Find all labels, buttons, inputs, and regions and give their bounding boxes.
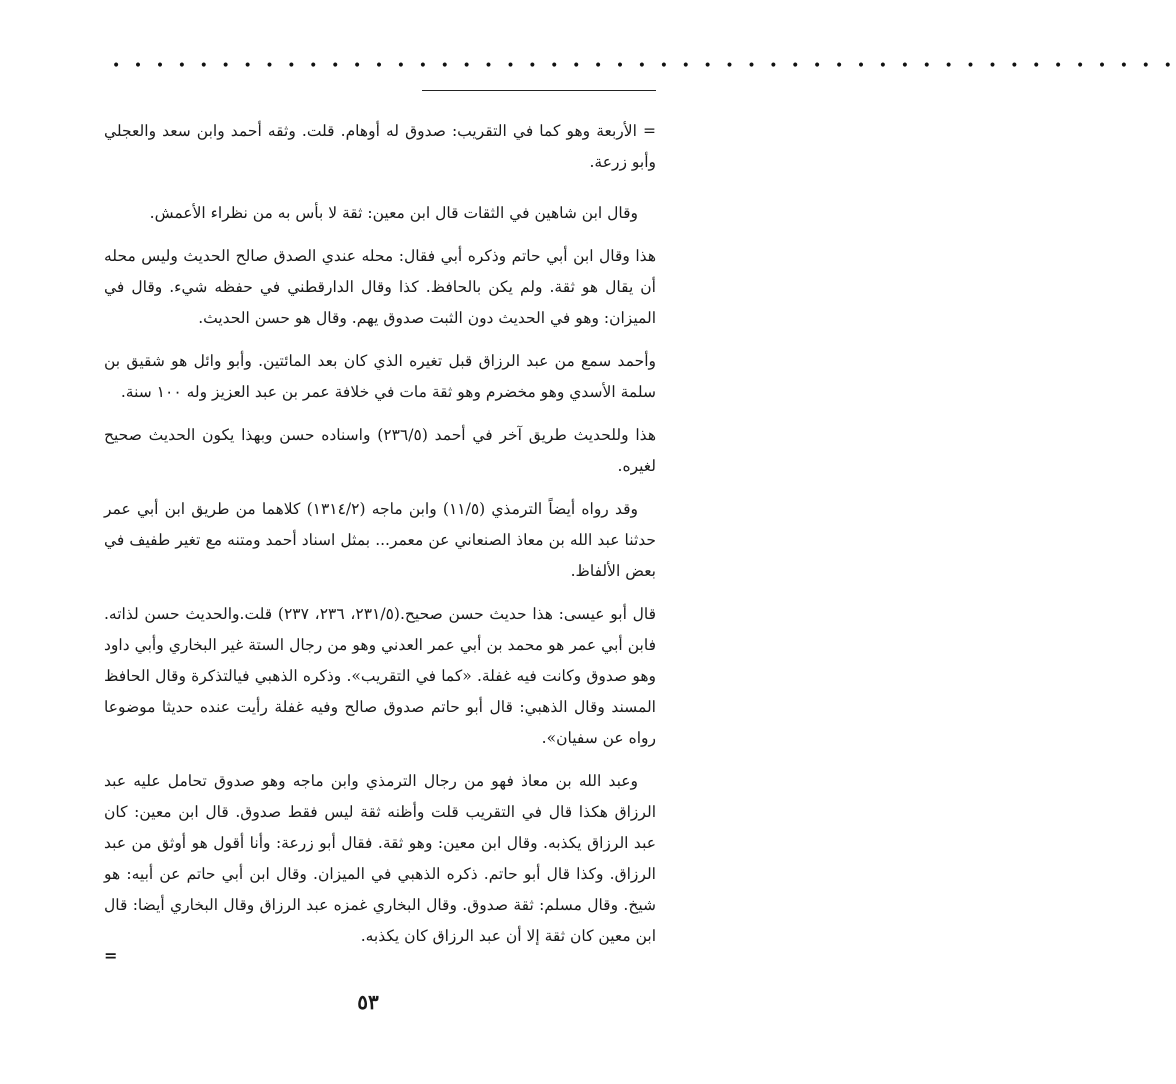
paragraph: قال أبو عيسى: هذا حديث حسن صحيح.(٢٣١/٥، ٢٣٦، ٢٣٧) قلت.والحديث حسن لذاته. فابن أبي عمر هو محمد بن أبي عمر العدني وهو من رجال الستة غير البخاري وأبي داود وهو صدوق وكانت فيه غفلة. «كما في التقريب». وذكره الذهبي فيالتذكرة وقال الحافظ المسند وقال الذهبي: قال أبو حاتم صدوق صالح وفيه غفلة رأيت عنده حديثا موضوعا رواه عن سفيان». [104, 605, 656, 747]
paragraph: وقد رواه أيضاً الترمذي (١١/٥) وابن ماجه (١٣١٤/٢) كلاهما من طريق ابن أبي عمر حدثنا عبد الله بن معاذ الصنعاني عن معمر... بمثل اسناد أحمد ومتنه مع تغير طفيف في بعض الألفاظ. [104, 500, 656, 580]
paragraph: وأحمد سمع من عبد الرزاق قبل تغيره الذي كان بعد المائتين. وأبو وائل هو شقيق بن سلمة الأسدي وهو مخضرم وهو ثقة مات في خلافة عمر بن عبد العزيز وله ١٠٠ سنة. [104, 352, 656, 401]
paragraph: وعبد الله بن معاذ فهو من رجال الترمذي وابن ماجه وهو صدوق تحامل عليه عبد الرزاق هكذا قال في التقريب قلت وأظنه ثقة ليس فقط صدوق. قال ابن معين: كان عبد الرزاق يكذبه. وقال ابن معين: وهو ثقة. فقال أبو زرعة: وأنا أقول هو أوثق من عبد الرزاق. وكذا قال أبو حاتم. ذكره الذهبي في الميزان. وقال ابن أبي حاتم عن أبيه: هو شيخ. وقال مسلم: ثقة صدوق. وقال البخاري غمزه عبد الرزاق وقال البخاري أيضا: قال ابن معين كان ثقة إلا أن عبد الرزاق كان يكذبه. [104, 772, 656, 945]
paragraph: هذا وللحديث طريق آخر في أحمد (٢٣٦/٥) واسناده حسن وبهذا يكون الحديث صحيح لغيره. [104, 426, 656, 475]
footnote-text [104, 116, 656, 964]
footnote-rule [422, 90, 656, 91]
continuation-mark: = [104, 946, 118, 965]
paragraph: وقال ابن شاهين في الثقات قال ابن معين: ثقة لا بأس به من نظراء الأعمش. [149, 204, 638, 222]
dotted-separator: • • • • • • • • • • • • • • • • • • • • • • • • • • • • • • • • • • • • • • • • • • • • • • • • • [112, 58, 1176, 74]
paragraph: هذا وقال ابن أبي حاتم وذكره أبي فقال: محله عندي الصدق صالح الحديث وليس محله أن يقال هو ثقة. ولم يكن بالحافظ. كذا وقال الدارقطني في حفظه شيء. وقال في الميزان: وهو في الحديث دون الثبت صدوق يهم. وقال هو حسن الحديث. [104, 247, 656, 327]
paragraph: = الأربعة وهو كما في التقريب: صدوق له أوهام. قلت. وثقه أحمد وابن سعد والعجلي وأبو زرعة. [104, 122, 656, 171]
page-number: ٥٣ [357, 990, 379, 1014]
